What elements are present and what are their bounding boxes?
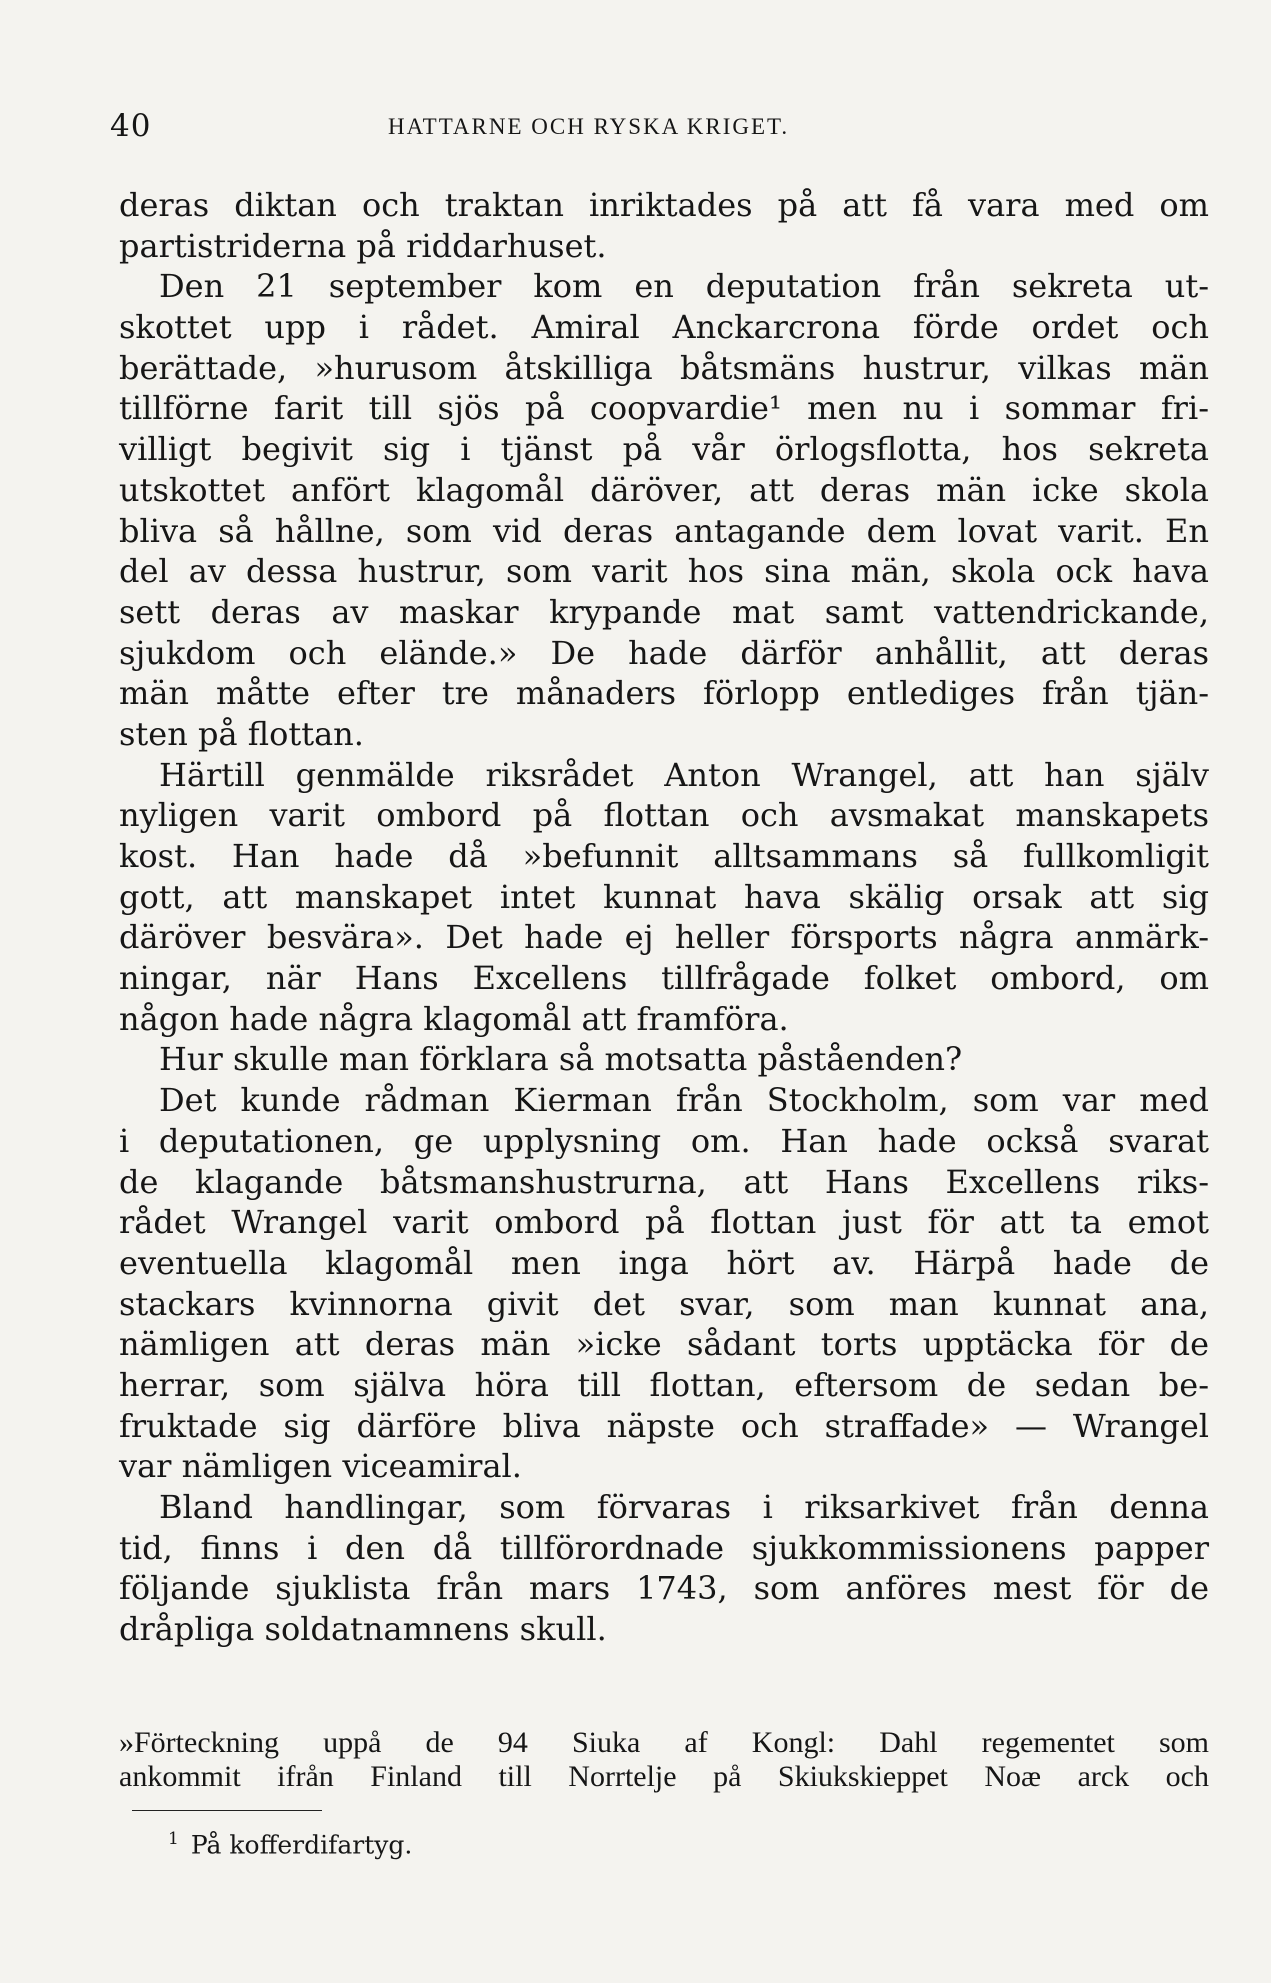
text-line: rådet Wrangel varit ombord på flottan just för att ta emot — [119, 1203, 1209, 1242]
text-line: herrar, som själva höra till flottan, eftersom de sedan be- — [119, 1365, 1209, 1404]
text-line: sten på flottan. — [119, 714, 364, 753]
text-line: villigt begivit sig i tjänst på vår örlogsflotta, hos sekreta — [119, 430, 1209, 469]
text-line: Det kunde rådman Kierman från Stockholm, som var med — [159, 1081, 1209, 1120]
text-line: Härtill genmälde riksrådet Anton Wrangel, att han själv — [159, 755, 1209, 794]
footnote-rule — [132, 1810, 322, 1811]
quote-line: »Förteckning uppå de 94 Siuka af Kongl: Dahl regementet som — [119, 1726, 1209, 1759]
text-line: däröver besvära». Det hade ej heller försports några anmärk- — [119, 918, 1209, 957]
text-line: män måtte efter tre månaders förlopp entlediges från tjän- — [119, 674, 1209, 713]
text-line: var nämligen viceamiral. — [119, 1447, 522, 1486]
text-line: någon hade några klagomål att framföra. — [119, 999, 789, 1038]
text-line: skottet upp i rådet. Amiral Anckarcrona förde ordet och — [119, 308, 1209, 347]
text-line: Den 21 september kom en deputation från sekreta ut- — [159, 267, 1209, 306]
page-header — [110, 108, 1210, 148]
text-line: ningar, när Hans Excellens tillfrågade folket ombord, om — [119, 959, 1209, 998]
text-line: del av dessa hustrur, som varit hos sina män, skola ock hava — [119, 552, 1209, 591]
text-line: i deputationen, ge upplysning om. Han hade också svarat — [119, 1121, 1209, 1160]
text-line: Hur skulle man förklara så motsatta påståenden? — [159, 1040, 963, 1079]
text-line: fruktade sig därföre bliva näpste och straffade» — Wrangel — [119, 1406, 1209, 1445]
text-line: eventuella klagomål men inga hört av. Härpå hade de — [119, 1243, 1209, 1282]
text-line: gott, att manskapet intet kunnat hava skälig orsak att sig — [119, 877, 1209, 916]
text-line: partistriderna på riddarhuset. — [119, 226, 607, 265]
text-line: utskottet anfört klagomål däröver, att deras män icke skola — [119, 470, 1209, 509]
text-line: dråpliga soldatnamnens skull. — [119, 1610, 607, 1649]
text-line: tillförne farit till sjös på coopvardie¹ men nu i sommar fri- — [119, 389, 1209, 428]
text-line: berättade, »hurusom åtskilliga båtsmäns hustrur, vilkas män — [119, 348, 1209, 387]
text-line: Bland handlingar, som förvaras i riksarkivet från denna — [159, 1488, 1209, 1526]
footnote — [168, 1829, 412, 1859]
page-number: 40 — [110, 108, 152, 144]
text-line: tid, finns i den då tillförordnade sjukkommissionens papper — [119, 1528, 1209, 1567]
running-head: HATTARNE OCH RYSKA KRIGET. — [388, 114, 790, 139]
text-line: följande sjuklista från mars 1743, som anföres mest för de — [119, 1569, 1209, 1608]
text-line: nyligen varit ombord på flottan och avsmakat manskapets — [119, 796, 1209, 835]
quoted-list-heading — [119, 1726, 1209, 1794]
body-text — [119, 185, 1209, 1650]
text-line: de klagande båtsmanshustrurna, att Hans Excellens riks- — [119, 1162, 1209, 1201]
text-line: sjukdom och elände.» De hade därför anhållit, att deras — [119, 633, 1209, 672]
footnote-text: På kofferdifartyg. — [190, 1830, 413, 1860]
text-line: bliva så hållne, som vid deras antagande dem lovat varit. En — [119, 511, 1209, 550]
text-line: stackars kvinnorna givit det svar, som man kunnat ana, — [119, 1284, 1209, 1323]
text-line: nämligen att deras män »icke sådant torts upptäcka för de — [119, 1325, 1209, 1364]
text-line: sett deras av maskar krypande mat samt vattendrickande, — [119, 592, 1209, 631]
footnote-marker: 1 — [168, 1829, 179, 1849]
text-line: deras diktan och traktan inriktades på att få vara med om — [119, 186, 1209, 224]
quote-line: ankommit ifrån Finland till Norrtelje på Skiukskieppet Noæ arck och — [119, 1760, 1209, 1793]
text-line: kost. Han hade då »befunnit alltsammans så fullkomligit — [119, 837, 1209, 875]
